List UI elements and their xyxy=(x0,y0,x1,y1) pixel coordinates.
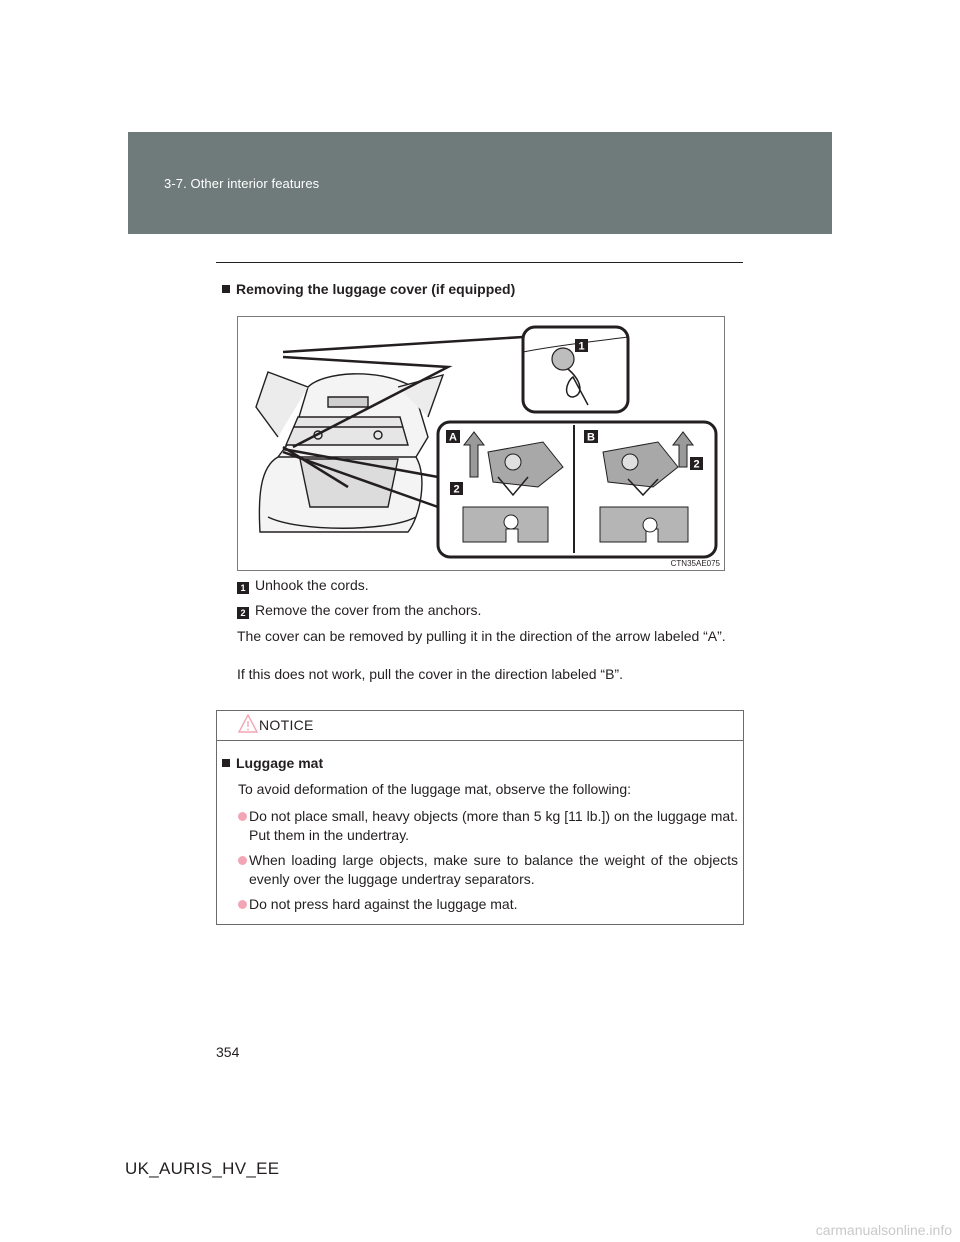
step-1-text: Unhook the cords. xyxy=(255,577,369,593)
warning-triangle-icon xyxy=(238,714,258,734)
body-paragraph-1: The cover can be removed by pulling it in the direction of the arrow labeled “A”. xyxy=(237,628,726,644)
notice-intro: To avoid deformation of the luggage mat, observe the following: xyxy=(238,781,632,797)
notice-item-2 xyxy=(238,851,738,889)
section-heading-text: Removing the luggage cover (if equipped) xyxy=(236,281,516,297)
watermark: carmanualsonline.info xyxy=(815,1222,952,1238)
callout-1-label: 1 xyxy=(578,340,585,353)
callout-2-label-b: 2 xyxy=(693,458,700,471)
notice-header xyxy=(217,711,743,741)
step-2-badge: 2 xyxy=(237,607,249,619)
header-band xyxy=(128,132,832,234)
notice-title: NOTICE xyxy=(259,717,314,733)
bullet-dot-icon xyxy=(238,900,247,909)
section-heading xyxy=(222,281,515,297)
notice-item-1 xyxy=(238,807,738,845)
label-a: A xyxy=(449,431,457,444)
notice-item-text: Do not place small, heavy objects (more than 5 kg [11 lb.]) on the luggage mat. Put them in the undertray. xyxy=(249,808,738,843)
illustration-svg xyxy=(238,317,724,570)
bullet-dot-icon xyxy=(238,812,247,821)
top-rule xyxy=(216,262,743,263)
notice-box xyxy=(216,710,744,925)
label-b: B xyxy=(587,431,595,444)
step-2 xyxy=(237,602,481,619)
step-2-text: Remove the cover from the anchors. xyxy=(255,602,482,618)
figure-code: CTN35AE075 xyxy=(670,559,720,568)
bullet-dot-icon xyxy=(238,856,247,865)
callout-2-label-a: 2 xyxy=(453,483,460,496)
notice-item-text: When loading large objects, make sure to balance the weight of the objects evenly over the luggage undertray separators. xyxy=(249,852,738,887)
square-bullet-icon xyxy=(222,759,230,767)
page-number: 354 xyxy=(216,1044,240,1060)
luggage-cover-illustration xyxy=(237,316,725,571)
notice-subheading-text: Luggage mat xyxy=(236,755,324,771)
step-1 xyxy=(237,577,369,594)
notice-subheading xyxy=(222,755,323,771)
notice-item-3 xyxy=(238,895,738,914)
notice-item-text: Do not press hard against the luggage mat. xyxy=(249,896,518,912)
step-1-badge: 1 xyxy=(237,582,249,594)
header-section-title: 3-7. Other interior features xyxy=(164,176,320,191)
body-paragraph-2: If this does not work, pull the cover in the direction labeled “B”. xyxy=(237,666,623,682)
document-code: UK_AURIS_HV_EE xyxy=(125,1159,280,1178)
square-bullet-icon xyxy=(222,285,230,293)
